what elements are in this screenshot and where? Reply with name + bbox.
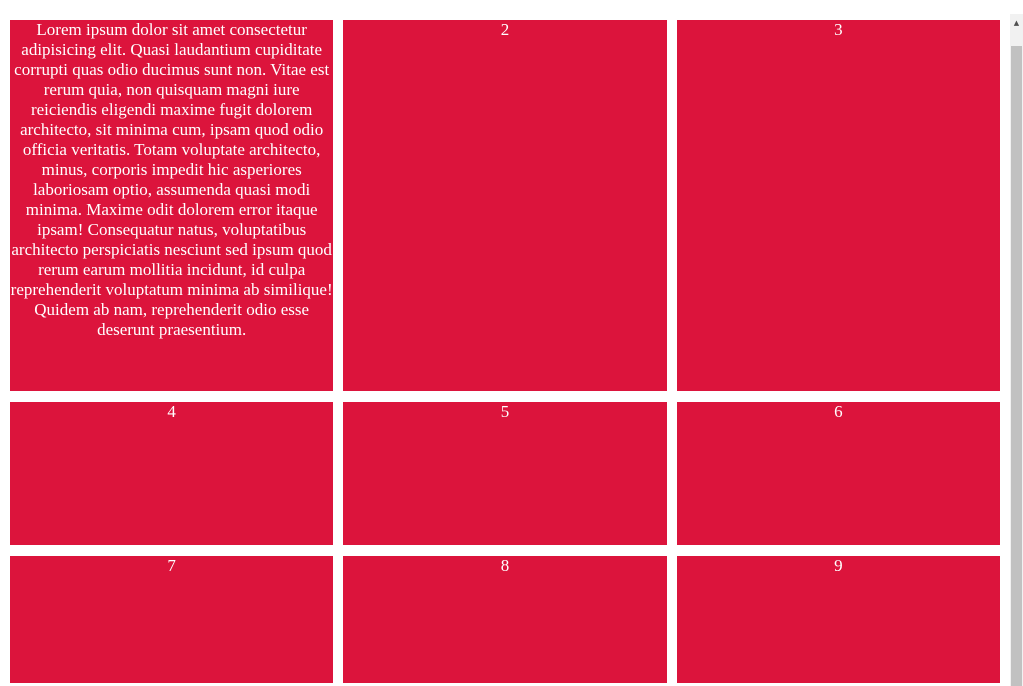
scrollbar-thumb[interactable]	[1011, 46, 1022, 686]
grid-cell-8: 8	[343, 556, 666, 683]
grid-cell-7: 7	[10, 556, 333, 683]
grid-cell-6: 6	[677, 402, 1000, 545]
vertical-scrollbar[interactable]	[1010, 14, 1023, 686]
grid-cell-4: 4	[10, 402, 333, 545]
grid-cell-9: 9	[677, 556, 1000, 683]
scrollbar-up-arrow-icon[interactable]: ▲	[1013, 18, 1020, 27]
grid-cell-3: 3	[677, 20, 1000, 391]
grid-cell-1-lorem-text: Lorem ipsum dolor sit amet consectetur adipisicing elit. Quasi laudantium cupiditate corrupti quas odio ducimus sunt non. Vitae est rerum quia, non quisquam magni iure reiciendis eligendi maxime fugit dolorem architecto, sit minima cum, ipsam quod odio officia veritatis. Totam voluptate architecto, minus, corporis impedit hic asperiores laboriosam optio, assumenda quasi modi minima. Maxime odit dolorem error itaque ipsam! Consequatur natus, voluptatibus architecto perspiciatis nesciunt sed ipsum quod rerum earum mollitia incidunt, id culpa reprehenderit voluptatum minima ab similique! Quidem ab nam, reprehenderit odio esse deserunt praesentium.	[10, 20, 333, 391]
card-grid	[10, 20, 1000, 683]
grid-cell-5: 5	[343, 402, 666, 545]
grid-cell-2: 2	[343, 20, 666, 391]
